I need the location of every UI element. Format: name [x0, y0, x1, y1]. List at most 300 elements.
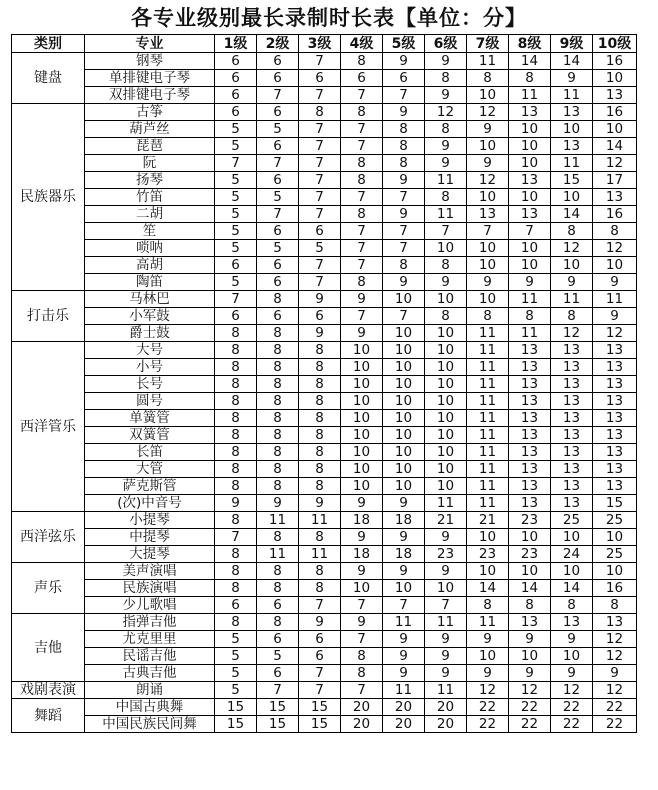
table-row: [12, 529, 637, 546]
duration-cell: 21: [425, 512, 467, 529]
duration-cell: 14: [509, 53, 551, 70]
duration-cell: 9: [215, 495, 257, 512]
duration-cell: 9: [551, 631, 593, 648]
duration-cell: 15: [257, 699, 299, 716]
duration-cell: 6: [299, 308, 341, 325]
duration-cell: 9: [467, 155, 509, 172]
duration-cell: 6: [383, 70, 425, 87]
duration-cell: 7: [299, 274, 341, 291]
duration-cell: 10: [383, 342, 425, 359]
duration-cell: 24: [551, 546, 593, 563]
duration-cell: 10: [425, 427, 467, 444]
duration-cell: 9: [383, 495, 425, 512]
duration-cell: 7: [299, 138, 341, 155]
duration-cell: 8: [257, 580, 299, 597]
table-row: [12, 699, 637, 716]
category-cell: 打击乐: [12, 291, 85, 342]
duration-cell: 8: [299, 478, 341, 495]
duration-cell: 11: [551, 87, 593, 104]
duration-cell: 13: [593, 427, 637, 444]
duration-cell: 13: [509, 427, 551, 444]
duration-cell: 10: [467, 240, 509, 257]
duration-cell: 14: [551, 53, 593, 70]
duration-cell: 10: [509, 648, 551, 665]
duration-cell: 8: [215, 376, 257, 393]
duration-cell: 7: [341, 682, 383, 699]
duration-cell: 13: [593, 444, 637, 461]
duration-cell: 13: [509, 342, 551, 359]
duration-cell: 9: [425, 665, 467, 682]
duration-cell: 9: [383, 648, 425, 665]
duration-cell: 5: [257, 648, 299, 665]
table-row: [12, 393, 637, 410]
duration-cell: 16: [593, 104, 637, 121]
duration-cell: 6: [299, 631, 341, 648]
duration-cell: 5: [215, 206, 257, 223]
duration-cell: 11: [467, 495, 509, 512]
duration-cell: 10: [341, 393, 383, 410]
duration-cell: 7: [299, 189, 341, 206]
duration-cell: 10: [341, 461, 383, 478]
duration-cell: 10: [593, 121, 637, 138]
duration-cell: 13: [593, 87, 637, 104]
table-row: [12, 410, 637, 427]
duration-cell: 13: [593, 614, 637, 631]
duration-cell: 22: [509, 716, 551, 733]
column-header: 1级: [215, 35, 257, 53]
duration-cell: 7: [299, 206, 341, 223]
duration-cell: 8: [551, 223, 593, 240]
duration-cell: 5: [257, 240, 299, 257]
table-row: [12, 155, 637, 172]
duration-cell: 7: [341, 189, 383, 206]
major-cell: 单排键电子琴: [85, 70, 215, 87]
duration-cell: 11: [551, 155, 593, 172]
duration-cell: 13: [593, 359, 637, 376]
duration-cell: 13: [551, 614, 593, 631]
duration-cell: 7: [299, 53, 341, 70]
duration-cell: 6: [215, 70, 257, 87]
duration-cell: 7: [215, 291, 257, 308]
duration-cell: 10: [551, 257, 593, 274]
major-cell: 长笛: [85, 444, 215, 461]
duration-cell: 8: [341, 648, 383, 665]
duration-cell: 7: [383, 597, 425, 614]
duration-cell: 10: [425, 291, 467, 308]
major-cell: 指弹吉他: [85, 614, 215, 631]
duration-cell: 10: [593, 257, 637, 274]
major-cell: 中国古典舞: [85, 699, 215, 716]
duration-cell: 8: [425, 70, 467, 87]
duration-cell: 15: [215, 716, 257, 733]
duration-cell: 13: [509, 104, 551, 121]
duration-cell: 15: [593, 495, 637, 512]
duration-cell: 6: [299, 648, 341, 665]
column-header: 7级: [467, 35, 509, 53]
duration-cell: 11: [593, 291, 637, 308]
duration-cell: 16: [593, 206, 637, 223]
duration-cell: 10: [341, 427, 383, 444]
duration-cell: 10: [383, 291, 425, 308]
duration-cell: 14: [551, 580, 593, 597]
duration-cell: 9: [467, 631, 509, 648]
duration-cell: 14: [593, 138, 637, 155]
duration-cell: 6: [257, 257, 299, 274]
duration-cell: 7: [383, 189, 425, 206]
duration-cell: 7: [299, 597, 341, 614]
duration-cell: 10: [341, 580, 383, 597]
duration-cell: 9: [593, 308, 637, 325]
major-cell: 竹笛: [85, 189, 215, 206]
duration-cell: 10: [425, 461, 467, 478]
duration-cell: 5: [215, 189, 257, 206]
duration-cell: 9: [551, 274, 593, 291]
duration-cell: 20: [383, 716, 425, 733]
duration-cell: 10: [383, 461, 425, 478]
duration-cell: 11: [467, 410, 509, 427]
duration-cell: 23: [509, 512, 551, 529]
duration-cell: 12: [551, 240, 593, 257]
category-cell: 声乐: [12, 563, 85, 614]
major-cell: 大号: [85, 342, 215, 359]
duration-cell: 13: [509, 172, 551, 189]
duration-cell: 8: [257, 291, 299, 308]
column-header: 8级: [509, 35, 551, 53]
duration-cell: 10: [593, 70, 637, 87]
major-cell: 美声演唱: [85, 563, 215, 580]
table-row: [12, 580, 637, 597]
major-cell: 双排键电子琴: [85, 87, 215, 104]
table-row: [12, 444, 637, 461]
duration-cell: 6: [257, 104, 299, 121]
table-row: [12, 563, 637, 580]
duration-cell: 8: [257, 614, 299, 631]
duration-cell: 14: [467, 580, 509, 597]
duration-cell: 10: [383, 376, 425, 393]
duration-cell: 12: [593, 325, 637, 342]
duration-cell: 8: [341, 665, 383, 682]
table-row: [12, 546, 637, 563]
duration-cell: 8: [551, 597, 593, 614]
duration-cell: 7: [299, 87, 341, 104]
duration-cell: 13: [551, 359, 593, 376]
duration-cell: 8: [215, 580, 257, 597]
duration-cell: 10: [425, 342, 467, 359]
duration-cell: 10: [425, 376, 467, 393]
duration-cell: 11: [257, 546, 299, 563]
duration-cell: 11: [467, 427, 509, 444]
column-header: 2级: [257, 35, 299, 53]
duration-cell: 15: [257, 716, 299, 733]
duration-cell: 23: [467, 546, 509, 563]
duration-cell: 20: [383, 699, 425, 716]
table-row: [12, 325, 637, 342]
duration-cell: 25: [593, 546, 637, 563]
duration-cell: 15: [215, 699, 257, 716]
duration-cell: 6: [215, 597, 257, 614]
duration-cell: 13: [551, 342, 593, 359]
duration-cell: 10: [467, 189, 509, 206]
duration-cell: 7: [299, 682, 341, 699]
duration-cell: 9: [341, 291, 383, 308]
duration-cell: 8: [215, 325, 257, 342]
duration-cell: 7: [215, 155, 257, 172]
duration-cell: 22: [593, 716, 637, 733]
duration-cell: 20: [425, 716, 467, 733]
duration-cell: 8: [215, 614, 257, 631]
duration-cell: 13: [467, 206, 509, 223]
duration-cell: 13: [593, 410, 637, 427]
duration-cell: 11: [509, 87, 551, 104]
duration-cell: 11: [425, 495, 467, 512]
column-header: 类别: [12, 35, 85, 53]
duration-cell: 7: [299, 155, 341, 172]
duration-cell: 9: [425, 87, 467, 104]
duration-cell: 8: [383, 257, 425, 274]
duration-cell: 10: [341, 342, 383, 359]
major-cell: (次)中音号: [85, 495, 215, 512]
duration-cell: 9: [467, 274, 509, 291]
duration-cell: 5: [299, 240, 341, 257]
duration-cell: 11: [467, 614, 509, 631]
duration-cell: 18: [383, 546, 425, 563]
duration-cell: 11: [509, 325, 551, 342]
duration-cell: 9: [383, 104, 425, 121]
duration-cell: 7: [341, 597, 383, 614]
duration-cell: 5: [215, 138, 257, 155]
duration-cell: 8: [509, 70, 551, 87]
duration-cell: 11: [467, 444, 509, 461]
duration-cell: 8: [425, 257, 467, 274]
duration-cell: 7: [257, 206, 299, 223]
duration-cell: 13: [509, 461, 551, 478]
duration-cell: 23: [425, 546, 467, 563]
duration-cell: 11: [467, 359, 509, 376]
major-cell: 双簧管: [85, 427, 215, 444]
duration-cell: 8: [341, 206, 383, 223]
duration-cell: 12: [467, 172, 509, 189]
major-cell: 古典吉他: [85, 665, 215, 682]
duration-cell: 10: [425, 444, 467, 461]
duration-cell: 9: [467, 665, 509, 682]
duration-cell: 13: [509, 478, 551, 495]
duration-cell: 10: [383, 325, 425, 342]
duration-cell: 8: [467, 70, 509, 87]
duration-cell: 9: [383, 529, 425, 546]
duration-cell: 11: [383, 614, 425, 631]
duration-cell: 8: [299, 461, 341, 478]
duration-cell: 8: [341, 104, 383, 121]
duration-cell: 9: [383, 274, 425, 291]
duration-cell: 7: [341, 138, 383, 155]
category-cell: 吉他: [12, 614, 85, 682]
duration-cell: 8: [299, 359, 341, 376]
duration-cell: 7: [299, 665, 341, 682]
table-row: [12, 53, 637, 70]
duration-cell: 20: [341, 716, 383, 733]
major-cell: 尤克里里: [85, 631, 215, 648]
duration-cell: 6: [215, 53, 257, 70]
duration-cell: 20: [341, 699, 383, 716]
duration-cell: 13: [551, 495, 593, 512]
major-cell: 古筝: [85, 104, 215, 121]
table-row: [12, 240, 637, 257]
duration-cell: 7: [467, 223, 509, 240]
duration-cell: 8: [257, 376, 299, 393]
duration-cell: 7: [509, 223, 551, 240]
duration-cell: 9: [425, 274, 467, 291]
duration-cell: 6: [257, 70, 299, 87]
duration-cell: 7: [383, 87, 425, 104]
duration-cell: 11: [383, 682, 425, 699]
major-cell: 大提琴: [85, 546, 215, 563]
duration-table: [11, 34, 637, 733]
duration-cell: 6: [299, 223, 341, 240]
duration-cell: 13: [509, 359, 551, 376]
duration-cell: 9: [383, 172, 425, 189]
major-cell: 少儿歌唱: [85, 597, 215, 614]
table-row: [12, 597, 637, 614]
duration-cell: 11: [467, 461, 509, 478]
duration-cell: 8: [257, 478, 299, 495]
duration-cell: 18: [341, 546, 383, 563]
duration-cell: 20: [425, 699, 467, 716]
duration-cell: 21: [467, 512, 509, 529]
duration-cell: 11: [257, 512, 299, 529]
duration-cell: 7: [341, 121, 383, 138]
duration-cell: 7: [341, 631, 383, 648]
duration-cell: 8: [299, 393, 341, 410]
duration-cell: 13: [551, 461, 593, 478]
duration-cell: 15: [299, 716, 341, 733]
major-cell: 单簧管: [85, 410, 215, 427]
duration-cell: 12: [509, 682, 551, 699]
duration-cell: 10: [509, 155, 551, 172]
duration-cell: 14: [509, 580, 551, 597]
duration-cell: 6: [341, 70, 383, 87]
duration-cell: 12: [467, 682, 509, 699]
table-row: [12, 223, 637, 240]
table-row: [12, 359, 637, 376]
major-cell: 笙: [85, 223, 215, 240]
duration-cell: 10: [467, 563, 509, 580]
duration-cell: 9: [257, 495, 299, 512]
duration-cell: 12: [551, 682, 593, 699]
duration-cell: 8: [299, 444, 341, 461]
duration-cell: 5: [215, 223, 257, 240]
duration-cell: 7: [341, 87, 383, 104]
duration-cell: 9: [425, 529, 467, 546]
duration-cell: 11: [425, 206, 467, 223]
duration-cell: 8: [425, 308, 467, 325]
duration-cell: 8: [299, 342, 341, 359]
duration-cell: 22: [467, 716, 509, 733]
duration-cell: 13: [593, 461, 637, 478]
duration-cell: 5: [215, 665, 257, 682]
table-row: [12, 427, 637, 444]
table-row: [12, 461, 637, 478]
duration-cell: 9: [593, 665, 637, 682]
duration-cell: 5: [215, 648, 257, 665]
major-cell: 爵士鼓: [85, 325, 215, 342]
major-cell: 小号: [85, 359, 215, 376]
duration-cell: 12: [467, 104, 509, 121]
duration-cell: 12: [593, 682, 637, 699]
duration-cell: 6: [257, 172, 299, 189]
duration-cell: 9: [425, 631, 467, 648]
duration-cell: 5: [215, 682, 257, 699]
duration-cell: 8: [257, 359, 299, 376]
duration-cell: 13: [551, 444, 593, 461]
duration-cell: 10: [467, 648, 509, 665]
duration-cell: 11: [425, 172, 467, 189]
major-cell: 葫芦丝: [85, 121, 215, 138]
duration-cell: 7: [383, 240, 425, 257]
major-cell: 唢呐: [85, 240, 215, 257]
duration-cell: 8: [215, 512, 257, 529]
duration-cell: 8: [257, 529, 299, 546]
duration-cell: 8: [383, 121, 425, 138]
table-row: [12, 342, 637, 359]
duration-cell: 7: [257, 155, 299, 172]
table-row: [12, 70, 637, 87]
duration-cell: 10: [467, 291, 509, 308]
duration-cell: 12: [425, 104, 467, 121]
duration-cell: 7: [257, 682, 299, 699]
duration-cell: 9: [341, 563, 383, 580]
duration-cell: 17: [593, 172, 637, 189]
duration-cell: 9: [509, 631, 551, 648]
duration-cell: 15: [551, 172, 593, 189]
duration-cell: 9: [425, 155, 467, 172]
duration-cell: 11: [467, 478, 509, 495]
major-cell: 二胡: [85, 206, 215, 223]
duration-cell: 13: [509, 614, 551, 631]
duration-cell: 6: [257, 274, 299, 291]
duration-cell: 10: [341, 376, 383, 393]
duration-cell: 9: [299, 291, 341, 308]
duration-cell: 12: [593, 631, 637, 648]
duration-cell: 7: [299, 121, 341, 138]
duration-cell: 8: [257, 410, 299, 427]
duration-cell: 5: [257, 121, 299, 138]
duration-cell: 22: [509, 699, 551, 716]
duration-cell: 8: [299, 563, 341, 580]
column-header: 专业: [85, 35, 215, 53]
duration-cell: 6: [215, 308, 257, 325]
duration-cell: 8: [299, 427, 341, 444]
duration-cell: 9: [509, 274, 551, 291]
table-row: [12, 648, 637, 665]
major-cell: 民谣吉他: [85, 648, 215, 665]
duration-cell: 5: [215, 631, 257, 648]
duration-cell: 10: [341, 478, 383, 495]
major-cell: 中国民族民间舞: [85, 716, 215, 733]
duration-cell: 10: [425, 393, 467, 410]
column-header: 4级: [341, 35, 383, 53]
table-row: [12, 121, 637, 138]
duration-cell: 9: [299, 614, 341, 631]
duration-cell: 9: [383, 665, 425, 682]
table-row: [12, 631, 637, 648]
duration-cell: 13: [551, 410, 593, 427]
duration-cell: 13: [593, 393, 637, 410]
duration-cell: 10: [425, 410, 467, 427]
duration-cell: 10: [551, 648, 593, 665]
duration-cell: 9: [299, 325, 341, 342]
duration-cell: 13: [509, 495, 551, 512]
column-header: 5级: [383, 35, 425, 53]
